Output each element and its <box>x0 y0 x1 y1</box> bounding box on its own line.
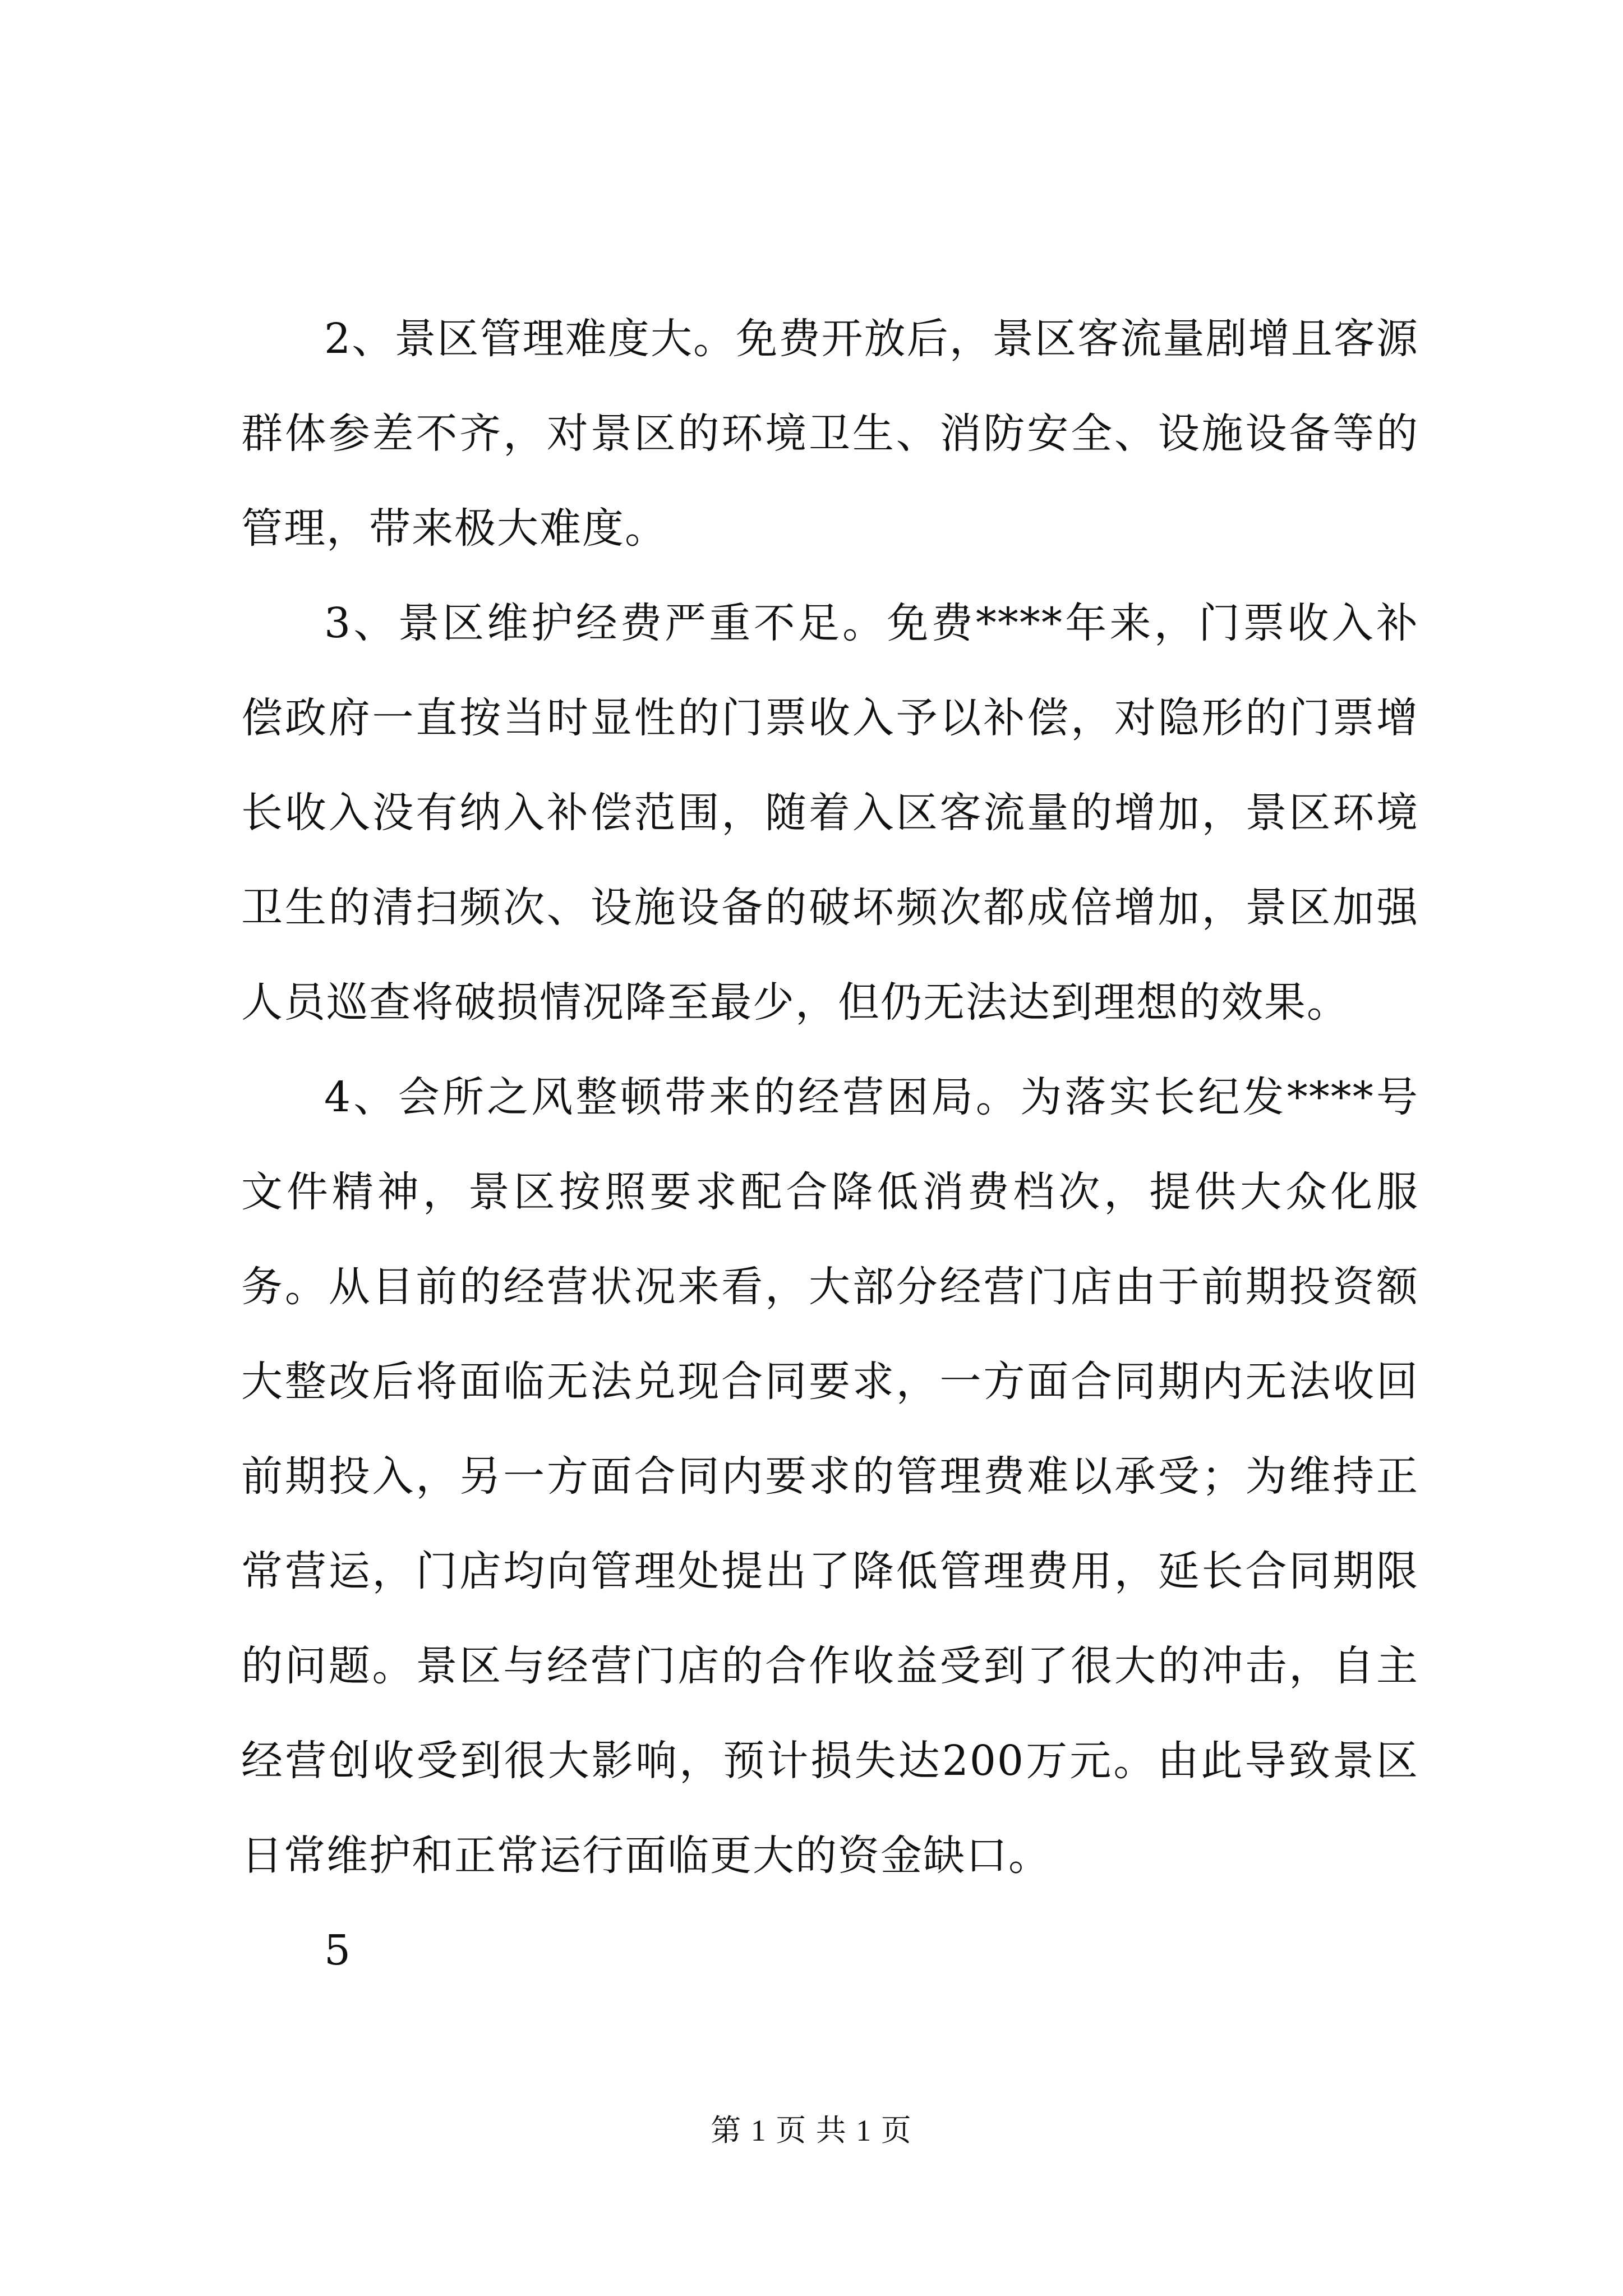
paragraph-item-2: 2、景区管理难度大。免费开放后，景区客流量剧增且客源群体参差不齐，对景区的环境卫生、消防安全、设施设备等的管理，带来极大难度。 <box>241 315 1419 553</box>
document-body <box>241 292 1419 1998</box>
page-footer: 第 1 页 共 1 页 <box>711 2114 912 2147</box>
section-number: 5 <box>324 1926 351 1975</box>
paragraph-item-3: 3、景区维护经费严重不足。免费****年来，门票收入补偿政府一直按当时显性的门票收入予以补偿，对隐形的门票增长收入没有纳入补偿范围，随着入区客流量的增加，景区环境卫生的清扫频次、设施设备的破坏频次都成倍增加，景区加强人员巡查将破损情况降至最少，但仍无法达到理想的效果。 <box>241 599 1419 1027</box>
paragraph-item-4: 4、会所之风整顿带来的经营困局。为落实长纪发****号文件精神，景区按照要求配合降低消费档次，提供大众化服务。从目前的经营状况来看，大部分经营门店由于前期投资额大整改后将面临无法兑现合同要求，一方面合同期内无法收回前期投入，另一方面合同内要求的管理费难以承受；为维持正常营运，门店均向管理处提出了降低管理费用，延长合同期限的问题。景区与经营门店的合作收益受到了很大的冲击，自主经营创收受到很大影响，预计损失达200万元。由此导致景区日常维护和正常运行面临更大的资金缺口。 <box>241 1073 1419 1880</box>
